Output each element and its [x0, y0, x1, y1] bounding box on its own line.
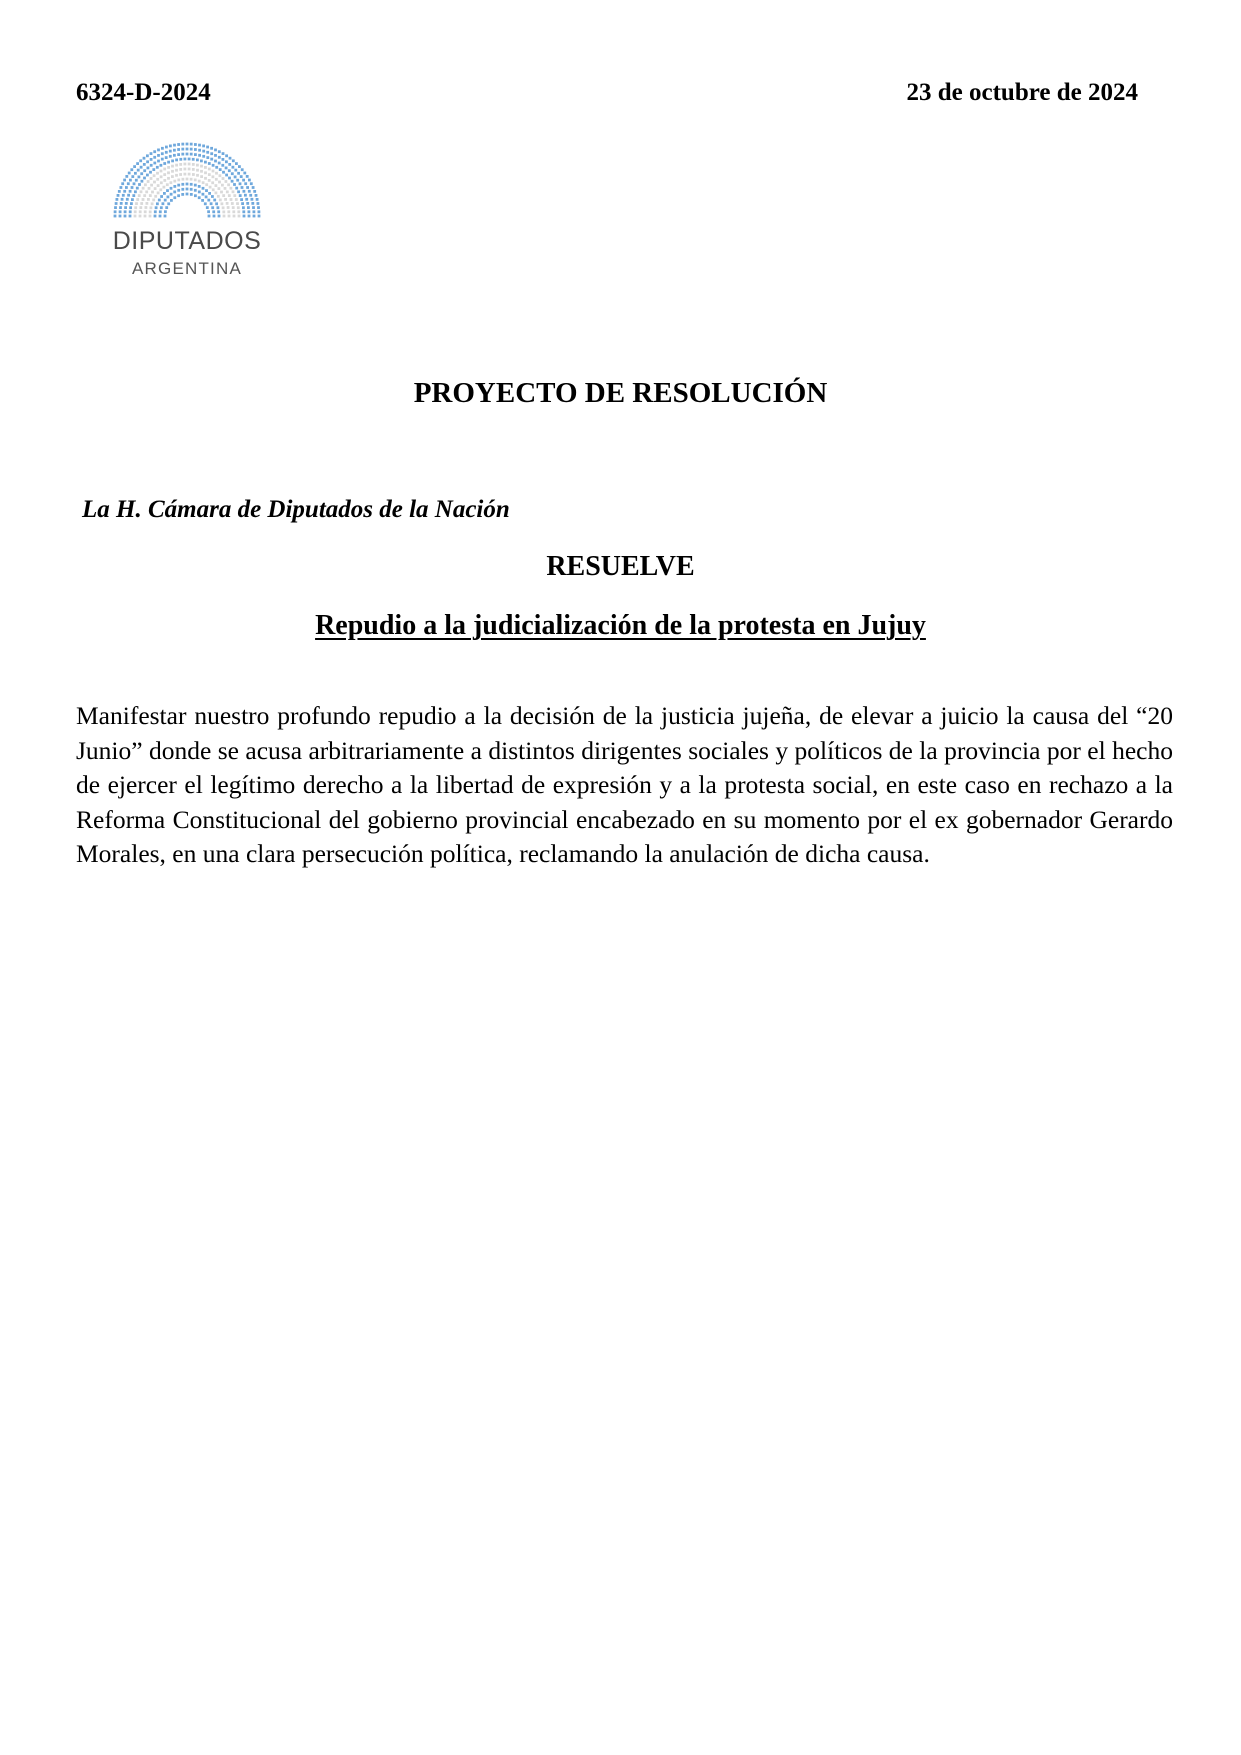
hemicycle-icon — [112, 140, 262, 220]
logo-text-diputados: DIPUTADOS — [112, 227, 262, 255]
resolution-body: Manifestar nuestro profundo repudio a la decisión de la justicia jujeña, de elevar a juicio la causa del “20 Junio” donde se acusa arbitrariamente a distintos dirigentes sociales y políticos de la provincia por el hecho de ejercer el legítimo derecho a la libertad de expresión y a la protesta social, en este caso en rechazo a la Reforma Constitucional del gobierno provincial encabezado en su momento por el ex gobernador Gerardo Morales, en una clara persecución política, reclamando la anulación de dicha causa. — [76, 701, 1173, 869]
logo-text-argentina: ARGENTINA — [132, 259, 242, 278]
expediente-number: 6324-D-2024 — [76, 79, 211, 106]
document-date: 23 de octubre de 2024 — [906, 79, 1138, 106]
resolution-heading-text: Repudio a la judicialización de la protesta en Jujuy — [315, 610, 926, 641]
issuer-line: La H. Cámara de Diputados de la Nación — [82, 496, 510, 523]
diputados-logo — [92, 140, 282, 290]
resolution-heading — [0, 608, 1241, 644]
resolves-label: RESUELVE — [546, 551, 695, 582]
document-title: PROYECTO DE RESOLUCIÓN — [413, 377, 828, 409]
